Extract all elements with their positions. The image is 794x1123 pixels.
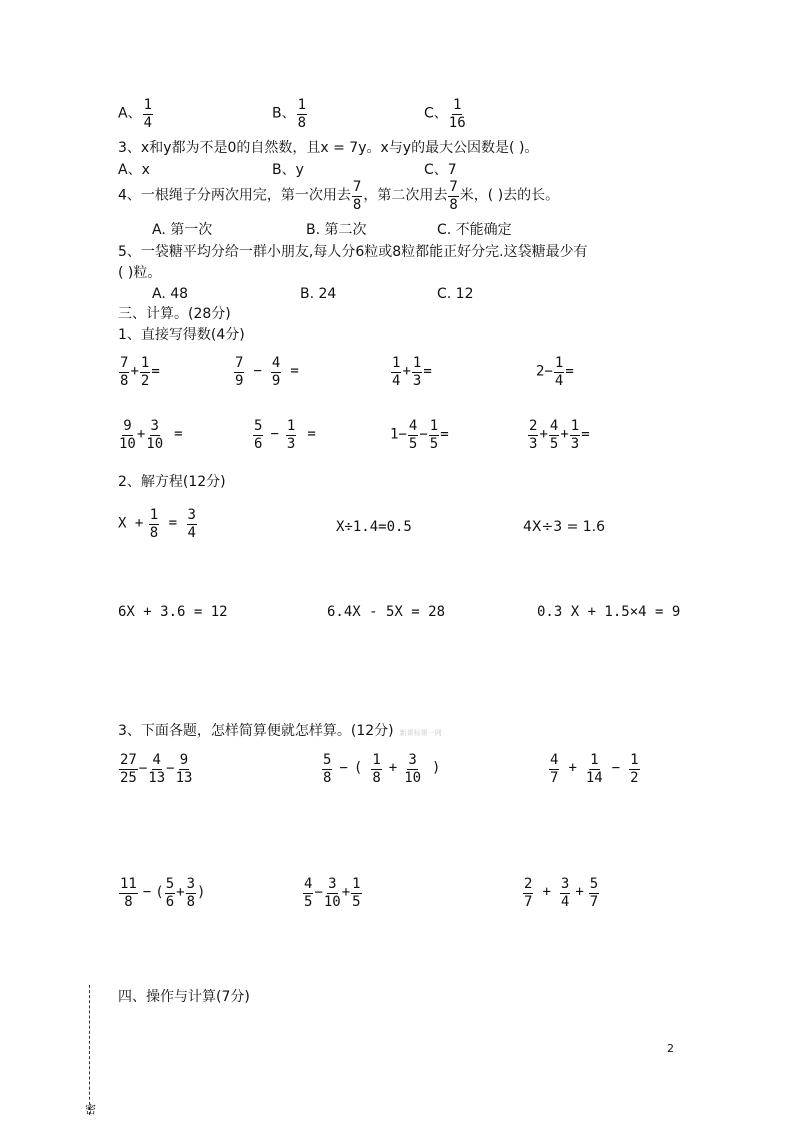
fraction: $\frac{1}{3}$ — [570, 418, 580, 452]
subsection2-title: 2、解方程(12分) — [118, 474, 226, 490]
equation-4: 6X + 3.6 = 12 — [118, 604, 228, 620]
page-number: 2 — [667, 1042, 674, 1055]
fraction: $\frac{4}{5}$ — [549, 418, 559, 452]
q5-option-b: B. 24 — [300, 286, 337, 302]
fraction: $\frac{1}{5}$ — [352, 876, 361, 910]
fraction: $\frac{3}{4}$ — [560, 876, 570, 910]
fraction: $\frac{7}{8}$ — [120, 355, 129, 389]
fraction: $\frac{1}{4}$ — [554, 355, 564, 389]
q2-option-b: B、 $\frac{1}{8}$ — [272, 97, 307, 131]
fraction: $\frac{11}{8}$ — [120, 876, 137, 910]
q3-option-b: B、y — [272, 162, 304, 178]
fraction: $\frac{1}{16}$ — [448, 97, 466, 131]
equation-1: X + $\frac{1}{8}$ = $\frac{3}{4}$ — [118, 507, 196, 541]
fraction: $\frac{2}{7}$ — [524, 876, 533, 910]
fraction: $\frac{1}{14}$ — [585, 752, 603, 786]
equation-3: 4X÷3 = 1.6 — [523, 519, 606, 535]
fraction: $\frac{5}{8}$ — [323, 752, 332, 786]
fraction: $\frac{1}{3}$ — [286, 418, 296, 452]
calc-r1-e1: $\frac{7}{8}$ + $\frac{1}{2}$ = — [120, 355, 160, 389]
fraction: $\frac{3}{8}$ — [186, 876, 196, 910]
simplify-r1-e1: $\frac{27}{25}$ − $\frac{4}{13}$ − $\frac{9}{13}$ — [120, 752, 193, 786]
fraction: $\frac{3}{10}$ — [323, 876, 341, 910]
simplify-r2-e3: $\frac{2}{7}$ + $\frac{3}{4}$ + $\frac{5}{7}$ — [524, 876, 599, 910]
calc-r2-e1: $\frac{9}{10}$ + $\frac{3}{10}$ = — [119, 418, 183, 452]
corner-mark: 密 — [85, 1103, 96, 1116]
simplify-r1-e3: $\frac{4}{7}$ + $\frac{1}{14}$ − $\frac{1}{2}$ — [550, 752, 639, 786]
q4-option-c: C. 不能确定 — [437, 222, 512, 238]
fraction: $\frac{5}{7}$ — [589, 876, 599, 910]
fraction: $\frac{3}{4}$ — [187, 507, 196, 541]
fraction: $\frac{4}{5}$ — [304, 876, 313, 910]
fraction: $\frac{7}{8}$ — [449, 179, 458, 213]
fraction: $\frac{1}{2}$ — [630, 752, 639, 786]
q4-option-a: A. 第一次 — [152, 222, 213, 238]
section4-title: 四、操作与计算(7分) — [118, 989, 250, 1005]
fraction: $\frac{4}{5}$ — [408, 418, 418, 452]
fraction: $\frac{5}{6}$ — [254, 418, 263, 452]
q2-option-c: C、 $\frac{1}{16}$ — [424, 97, 466, 131]
fraction: $\frac{1}{4}$ — [143, 97, 153, 131]
calc-r2-e3: 1− $\frac{4}{5}$ − $\frac{1}{5}$ = — [390, 418, 449, 452]
fraction: $\frac{7}{9}$ — [235, 355, 244, 389]
fraction: $\frac{1}{2}$ — [140, 355, 150, 389]
fraction: $\frac{1}{8}$ — [149, 507, 159, 541]
equation-5: 6.4X - 5X = 28 — [327, 604, 446, 620]
q3-option-a: A、x — [118, 162, 150, 178]
equation-2: X÷1.4=0.5 — [336, 519, 412, 535]
q5-text-line2: ( )粒。 — [118, 265, 162, 281]
fraction: $\frac{2}{3}$ — [529, 418, 538, 452]
q5-text-line1: 5、一袋糖平均分给一群小朋友,每人分6粒或8粒都能正好分完.这袋糖最少有 — [118, 244, 588, 260]
fraction: $\frac{4}{7}$ — [550, 752, 559, 786]
fraction: $\frac{1}{5}$ — [429, 418, 439, 452]
fraction: $\frac{27}{25}$ — [120, 752, 137, 786]
fraction: $\frac{1}{4}$ — [392, 355, 401, 389]
calc-r1-e2: $\frac{7}{9}$ − $\frac{4}{9}$ = — [235, 355, 299, 389]
q4-text: 4、一根绳子分两次用完，第一次用去 $\frac{7}{8}$ ，第二次用去 $\frac{7}{8}$ 米，( )去的长。 — [118, 179, 560, 213]
fraction: $\frac{5}{6}$ — [165, 876, 175, 910]
q3-text: 3、x和y都为不是0的自然数，且x = 7y。x与y的最大公因数是( )。 — [118, 140, 539, 156]
q2-option-a: A、 $\frac{1}{4}$ — [118, 97, 153, 131]
simplify-r2-e1: $\frac{11}{8}$ − ( $\frac{5}{6}$ + $\frac{3}{8}$ ) — [120, 876, 206, 910]
section3-title: 三、计算。(28分) — [118, 306, 231, 322]
fraction: $\frac{4}{9}$ — [271, 355, 281, 389]
subsection1-title: 1、直接写得数(4分) — [118, 327, 245, 343]
equation-6: 0.3 X + 1.5×4 = 9 — [537, 604, 681, 620]
q3-option-c: C、7 — [424, 162, 457, 178]
fraction: $\frac{9}{13}$ — [175, 752, 193, 786]
subsection3-title: 3、下面各题，怎样简算便就怎样算。(12分) 新课标第一网 — [118, 723, 442, 739]
fraction: $\frac{3}{10}$ — [146, 418, 164, 452]
fraction: $\frac{7}{8}$ — [352, 179, 362, 213]
calc-r2-e4: $\frac{2}{3}$ + $\frac{4}{5}$ + $\frac{1}{3}$ = — [529, 418, 590, 452]
watermark-text: 新课标第一网 — [399, 729, 442, 737]
fraction: $\frac{1}{8}$ — [297, 97, 307, 131]
fraction: $\frac{4}{13}$ — [148, 752, 166, 786]
binding-margin-dashed-line — [89, 985, 90, 1115]
q4-option-b: B. 第二次 — [306, 222, 367, 238]
fraction: $\frac{1}{8}$ — [372, 752, 381, 786]
calc-r1-e3: $\frac{1}{4}$ + $\frac{1}{3}$ = — [392, 355, 432, 389]
q5-option-c: C. 12 — [437, 286, 474, 302]
fraction: $\frac{1}{3}$ — [412, 355, 422, 389]
simplify-r1-e2: $\frac{5}{8}$ − ( $\frac{1}{8}$ + $\frac{3}{10}$ ) — [323, 752, 441, 786]
fraction: $\frac{3}{10}$ — [404, 752, 422, 786]
calc-r1-e4: 2− $\frac{1}{4}$ = — [536, 355, 574, 389]
fraction: $\frac{9}{10}$ — [119, 418, 136, 452]
simplify-r2-e2: $\frac{4}{5}$ − $\frac{3}{10}$ + $\frac{1}{5}$ — [304, 876, 361, 910]
calc-r2-e2: $\frac{5}{6}$ − $\frac{1}{3}$ = — [254, 418, 316, 452]
q5-option-a: A. 48 — [152, 286, 189, 302]
